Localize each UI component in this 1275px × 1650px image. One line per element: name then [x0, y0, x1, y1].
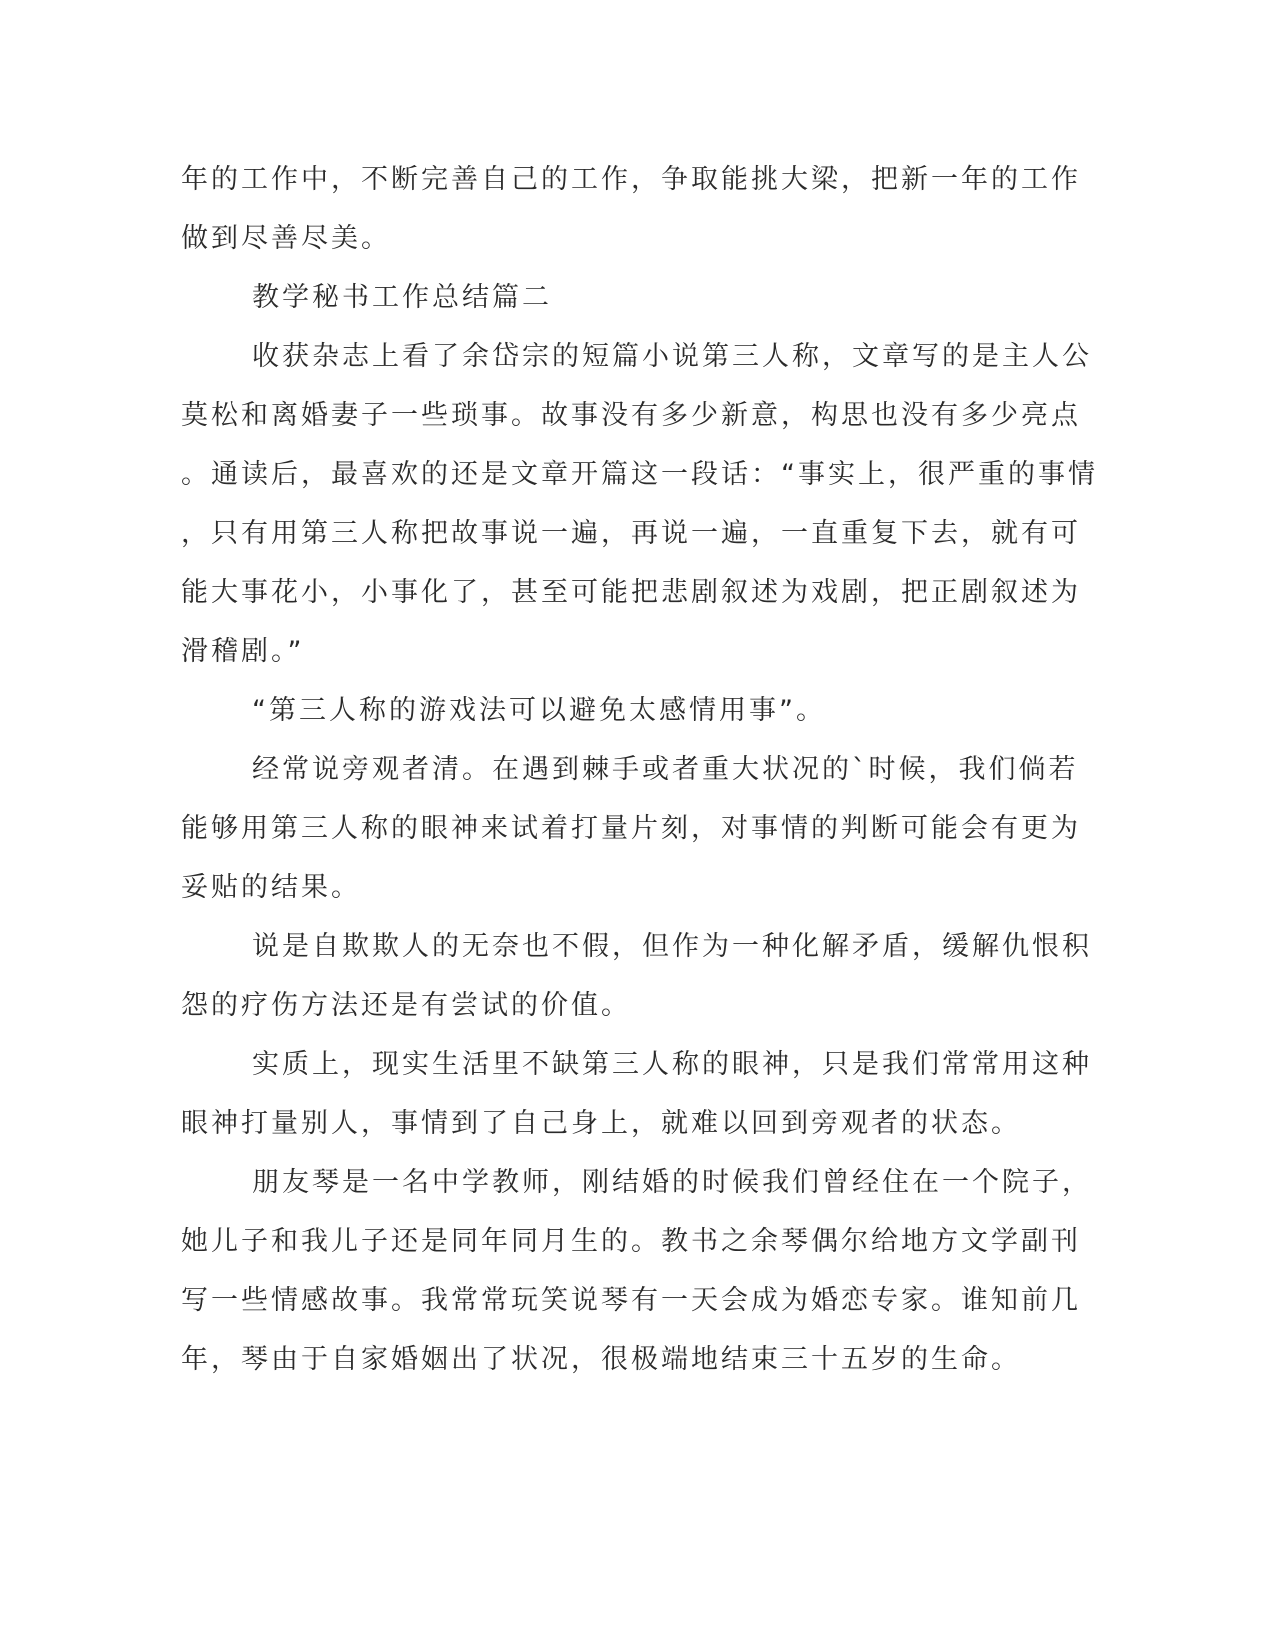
text-line: 能大事花小，小事化了，甚至可能把悲剧叙述为戏剧，把正剧叙述为 [181, 577, 1081, 608]
text-line: 滑稽剧。” [181, 636, 305, 667]
text-line: 怨的疗伤方法还是有尝试的价值。 [181, 990, 631, 1021]
text-line: 写一些情感故事。我常常玩笑说琴有一天会成为婚恋专家。谁知前几 [181, 1285, 1081, 1316]
text-line: 年的工作中，不断完善自己的工作，争取能挑大梁，把新一年的工作 [181, 164, 1081, 195]
text-line: ，只有用第三人称把故事说一遍，再说一遍，一直重复下去，就有可 [181, 518, 1081, 549]
text-line: 莫松和离婚妻子一些琐事。故事没有多少新意，构思也没有多少亮点 [181, 400, 1081, 431]
paragraph-start: 朋友琴是一名中学教师，刚结婚的时候我们曾经住在一个院子， [252, 1167, 1092, 1198]
paragraph-start: 说是自欺欺人的无奈也不假，但作为一种化解矛盾，缓解仇恨积 [252, 931, 1092, 962]
paragraph-start: 实质上，现实生活里不缺第三人称的眼神，只是我们常常用这种 [252, 1049, 1092, 1080]
text-line: 能够用第三人称的眼神来试着打量片刻，对事情的判断可能会有更为 [181, 813, 1081, 844]
text-line: 。通读后，最喜欢的还是文章开篇这一段话：“事实上，很严重的事情 [181, 459, 1098, 490]
paragraph-start: 收获杂志上看了余岱宗的短篇小说第三人称，文章写的是主人公 [252, 341, 1092, 372]
text-line: 做到尽善尽美。 [181, 223, 391, 254]
text-line: 眼神打量别人，事情到了自己身上，就难以回到旁观者的状态。 [181, 1108, 1021, 1139]
section-heading: 教学秘书工作总结篇二 [252, 282, 552, 313]
paragraph-start: “第三人称的游戏法可以避免太感情用事”。 [252, 695, 826, 726]
text-line: 妥贴的结果。 [181, 872, 361, 903]
text-line: 她儿子和我儿子还是同年同月生的。教书之余琴偶尔给地方文学副刊 [181, 1226, 1081, 1257]
text-line: 年，琴由于自家婚姻出了状况，很极端地结束三十五岁的生命。 [181, 1344, 1021, 1375]
paragraph-start: 经常说旁观者清。在遇到棘手或者重大状况的`时候，我们倘若 [252, 754, 1079, 785]
